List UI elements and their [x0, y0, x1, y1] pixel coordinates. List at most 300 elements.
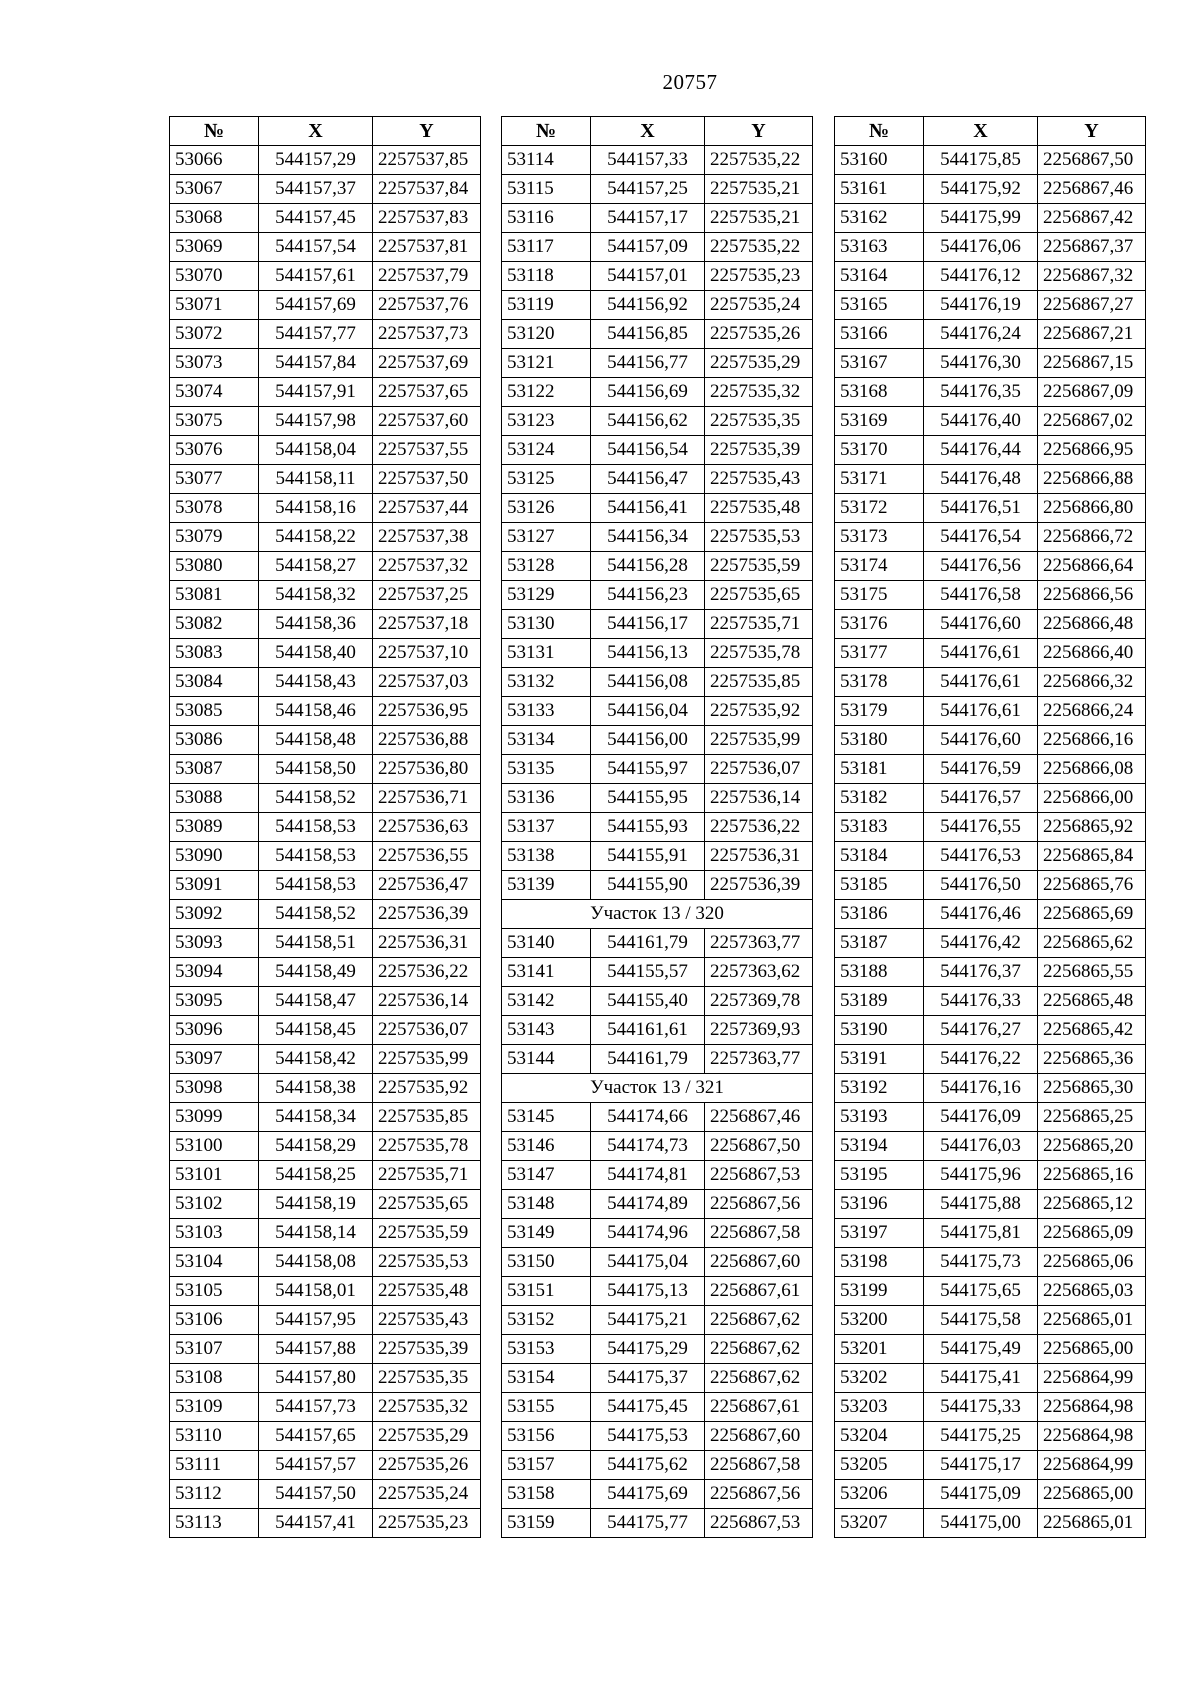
y-coordinate-cell: 2257536,14: [705, 784, 813, 813]
x-coordinate-cell: 544176,22: [924, 1045, 1038, 1074]
x-coordinate-cell: 544157,61: [259, 262, 373, 291]
header-y: Y: [1038, 117, 1146, 146]
y-coordinate-cell: 2257536,39: [373, 900, 481, 929]
table-row: [835, 900, 1146, 929]
y-coordinate-cell: 2257535,53: [373, 1248, 481, 1277]
y-coordinate-cell: 2257535,22: [705, 233, 813, 262]
x-coordinate-cell: 544157,41: [259, 1509, 373, 1538]
table-row: [170, 349, 481, 378]
point-number-cell: 53161: [835, 175, 924, 204]
y-coordinate-cell: 2257535,53: [705, 523, 813, 552]
y-coordinate-cell: 2256865,01: [1038, 1306, 1146, 1335]
section-title: Участок 13 / 320: [502, 900, 813, 929]
table-row: [502, 1509, 813, 1538]
x-coordinate-cell: 544157,33: [591, 146, 705, 175]
point-number-cell: 53195: [835, 1161, 924, 1190]
point-number-cell: 53108: [170, 1364, 259, 1393]
x-coordinate-cell: 544155,97: [591, 755, 705, 784]
point-number-cell: 53130: [502, 610, 591, 639]
table-row: [502, 146, 813, 175]
table-row: [835, 1016, 1146, 1045]
table-row: [502, 987, 813, 1016]
x-coordinate-cell: 544176,37: [924, 958, 1038, 987]
y-coordinate-cell: 2257536,63: [373, 813, 481, 842]
x-coordinate-cell: 544157,69: [259, 291, 373, 320]
table-row: [835, 1190, 1146, 1219]
table-row: [835, 755, 1146, 784]
x-coordinate-cell: 544175,58: [924, 1306, 1038, 1335]
x-coordinate-cell: 544157,84: [259, 349, 373, 378]
y-coordinate-cell: 2257537,65: [373, 378, 481, 407]
x-coordinate-cell: 544157,95: [259, 1306, 373, 1335]
point-number-cell: 53187: [835, 929, 924, 958]
point-number-cell: 53070: [170, 262, 259, 291]
x-coordinate-cell: 544175,41: [924, 1364, 1038, 1393]
table-row: [170, 1364, 481, 1393]
table-row: [502, 958, 813, 987]
table-row: [835, 233, 1146, 262]
point-number-cell: 53124: [502, 436, 591, 465]
y-coordinate-cell: 2257535,92: [705, 697, 813, 726]
x-coordinate-cell: 544156,34: [591, 523, 705, 552]
point-number-cell: 53206: [835, 1480, 924, 1509]
y-coordinate-cell: 2257537,32: [373, 552, 481, 581]
table-row: [170, 1335, 481, 1364]
y-coordinate-cell: 2257535,35: [373, 1364, 481, 1393]
x-coordinate-cell: 544175,81: [924, 1219, 1038, 1248]
x-coordinate-cell: 544174,73: [591, 1132, 705, 1161]
x-coordinate-cell: 544176,46: [924, 900, 1038, 929]
table-row: [502, 1132, 813, 1161]
point-number-cell: 53141: [502, 958, 591, 987]
x-coordinate-cell: 544158,53: [259, 871, 373, 900]
y-coordinate-cell: 2257535,26: [373, 1451, 481, 1480]
table-row: [170, 378, 481, 407]
y-coordinate-cell: 2257537,76: [373, 291, 481, 320]
point-number-cell: 53192: [835, 1074, 924, 1103]
point-number-cell: 53145: [502, 1103, 591, 1132]
y-coordinate-cell: 2257535,65: [705, 581, 813, 610]
point-number-cell: 53111: [170, 1451, 259, 1480]
table-row: [835, 320, 1146, 349]
x-coordinate-cell: 544158,51: [259, 929, 373, 958]
table-row: [835, 668, 1146, 697]
y-coordinate-cell: 2257537,85: [373, 146, 481, 175]
table-row: [170, 1045, 481, 1074]
table-row: [170, 610, 481, 639]
y-coordinate-cell: 2256865,48: [1038, 987, 1146, 1016]
point-number-cell: 53205: [835, 1451, 924, 1480]
y-coordinate-cell: 2257535,23: [705, 262, 813, 291]
y-coordinate-cell: 2257537,83: [373, 204, 481, 233]
y-coordinate-cell: 2256865,12: [1038, 1190, 1146, 1219]
x-coordinate-cell: 544157,98: [259, 407, 373, 436]
table-row: [502, 1045, 813, 1074]
section-row: [502, 1074, 813, 1103]
y-coordinate-cell: 2257535,24: [373, 1480, 481, 1509]
table-row: [835, 349, 1146, 378]
x-coordinate-cell: 544176,24: [924, 320, 1038, 349]
point-number-cell: 53198: [835, 1248, 924, 1277]
table-row: [170, 1277, 481, 1306]
table-row: [502, 1161, 813, 1190]
point-number-cell: 53136: [502, 784, 591, 813]
x-coordinate-cell: 544176,61: [924, 697, 1038, 726]
y-coordinate-cell: 2257536,55: [373, 842, 481, 871]
y-coordinate-cell: 2257535,92: [373, 1074, 481, 1103]
x-coordinate-cell: 544176,53: [924, 842, 1038, 871]
table-row: [502, 1393, 813, 1422]
table-row: [170, 407, 481, 436]
y-coordinate-cell: 2257535,99: [373, 1045, 481, 1074]
y-coordinate-cell: 2256867,62: [705, 1364, 813, 1393]
point-number-cell: 53086: [170, 726, 259, 755]
x-coordinate-cell: 544158,29: [259, 1132, 373, 1161]
table-row: [170, 465, 481, 494]
x-coordinate-cell: 544176,03: [924, 1132, 1038, 1161]
point-number-cell: 53112: [170, 1480, 259, 1509]
table-row: [835, 697, 1146, 726]
point-number-cell: 53129: [502, 581, 591, 610]
x-coordinate-cell: 544176,51: [924, 494, 1038, 523]
table-row: [170, 1306, 481, 1335]
point-number-cell: 53084: [170, 668, 259, 697]
table-row: [170, 1016, 481, 1045]
point-number-cell: 53171: [835, 465, 924, 494]
x-coordinate-cell: 544174,96: [591, 1219, 705, 1248]
x-coordinate-cell: 544155,57: [591, 958, 705, 987]
point-number-cell: 53200: [835, 1306, 924, 1335]
x-coordinate-cell: 544158,46: [259, 697, 373, 726]
y-coordinate-cell: 2257537,10: [373, 639, 481, 668]
y-coordinate-cell: 2257537,03: [373, 668, 481, 697]
y-coordinate-cell: 2257537,79: [373, 262, 481, 291]
table-row: [835, 1364, 1146, 1393]
point-number-cell: 53134: [502, 726, 591, 755]
y-coordinate-cell: 2256865,42: [1038, 1016, 1146, 1045]
point-number-cell: 53090: [170, 842, 259, 871]
y-coordinate-cell: 2257535,35: [705, 407, 813, 436]
table-row: [170, 523, 481, 552]
x-coordinate-cell: 544158,25: [259, 1161, 373, 1190]
y-coordinate-cell: 2257537,18: [373, 610, 481, 639]
y-coordinate-cell: 2256866,64: [1038, 552, 1146, 581]
x-coordinate-cell: 544156,47: [591, 465, 705, 494]
y-coordinate-cell: 2256865,00: [1038, 1335, 1146, 1364]
x-coordinate-cell: 544157,25: [591, 175, 705, 204]
x-coordinate-cell: 544176,42: [924, 929, 1038, 958]
table-row: [170, 842, 481, 871]
y-coordinate-cell: 2257536,07: [705, 755, 813, 784]
y-coordinate-cell: 2257535,48: [705, 494, 813, 523]
point-number-cell: 53104: [170, 1248, 259, 1277]
point-number-cell: 53193: [835, 1103, 924, 1132]
x-coordinate-cell: 544157,54: [259, 233, 373, 262]
y-coordinate-cell: 2256866,40: [1038, 639, 1146, 668]
page-number: 20757: [662, 70, 718, 94]
point-number-cell: 53122: [502, 378, 591, 407]
table-row: [502, 668, 813, 697]
y-coordinate-cell: 2257535,71: [705, 610, 813, 639]
point-number-cell: 53202: [835, 1364, 924, 1393]
point-number-cell: 53092: [170, 900, 259, 929]
point-number-cell: 53115: [502, 175, 591, 204]
table-row: [835, 1306, 1146, 1335]
point-number-cell: 53168: [835, 378, 924, 407]
x-coordinate-cell: 544158,14: [259, 1219, 373, 1248]
x-coordinate-cell: 544157,57: [259, 1451, 373, 1480]
y-coordinate-cell: 2257363,77: [705, 929, 813, 958]
table-row: [502, 1480, 813, 1509]
header-y: Y: [373, 117, 481, 146]
x-coordinate-cell: 544157,37: [259, 175, 373, 204]
y-coordinate-cell: 2257535,21: [705, 204, 813, 233]
point-number-cell: 53069: [170, 233, 259, 262]
x-coordinate-cell: 544156,77: [591, 349, 705, 378]
table-row: [502, 1219, 813, 1248]
table-row: [835, 1045, 1146, 1074]
y-coordinate-cell: 2257537,84: [373, 175, 481, 204]
x-coordinate-cell: 544156,62: [591, 407, 705, 436]
point-number-cell: 53110: [170, 1422, 259, 1451]
y-coordinate-cell: 2256867,27: [1038, 291, 1146, 320]
x-coordinate-cell: 544176,61: [924, 639, 1038, 668]
point-number-cell: 53103: [170, 1219, 259, 1248]
table-row: [170, 233, 481, 262]
table-row: [835, 813, 1146, 842]
y-coordinate-cell: 2257535,99: [705, 726, 813, 755]
y-coordinate-cell: 2256865,25: [1038, 1103, 1146, 1132]
table-row: [835, 726, 1146, 755]
table-row: [835, 1509, 1146, 1538]
y-coordinate-cell: 2256865,06: [1038, 1248, 1146, 1277]
point-number-cell: 53139: [502, 871, 591, 900]
table-row: [835, 1451, 1146, 1480]
table-row: [170, 552, 481, 581]
table-row: [502, 1422, 813, 1451]
y-coordinate-cell: 2256867,58: [705, 1219, 813, 1248]
x-coordinate-cell: 544157,45: [259, 204, 373, 233]
x-coordinate-cell: 544156,04: [591, 697, 705, 726]
table-row: [835, 958, 1146, 987]
point-number-cell: 53160: [835, 146, 924, 175]
y-coordinate-cell: 2256866,08: [1038, 755, 1146, 784]
x-coordinate-cell: 544156,13: [591, 639, 705, 668]
x-coordinate-cell: 544158,49: [259, 958, 373, 987]
point-number-cell: 53140: [502, 929, 591, 958]
point-number-cell: 53117: [502, 233, 591, 262]
y-coordinate-cell: 2257363,77: [705, 1045, 813, 1074]
point-number-cell: 53132: [502, 668, 591, 697]
point-number-cell: 53190: [835, 1016, 924, 1045]
y-coordinate-cell: 2256865,76: [1038, 871, 1146, 900]
table-header-row: [502, 117, 813, 146]
x-coordinate-cell: 544175,13: [591, 1277, 705, 1306]
y-coordinate-cell: 2257369,93: [705, 1016, 813, 1045]
table-row: [170, 871, 481, 900]
table-row: [835, 465, 1146, 494]
point-number-cell: 53165: [835, 291, 924, 320]
point-number-cell: 53159: [502, 1509, 591, 1538]
point-number-cell: 53087: [170, 755, 259, 784]
x-coordinate-cell: 544157,29: [259, 146, 373, 175]
point-number-cell: 53186: [835, 900, 924, 929]
point-number-cell: 53196: [835, 1190, 924, 1219]
point-number-cell: 53095: [170, 987, 259, 1016]
table-row: [835, 262, 1146, 291]
y-coordinate-cell: 2257535,71: [373, 1161, 481, 1190]
y-coordinate-cell: 2257537,60: [373, 407, 481, 436]
table-row: [502, 871, 813, 900]
point-number-cell: 53091: [170, 871, 259, 900]
table-row: [170, 668, 481, 697]
header-x: X: [259, 117, 373, 146]
table-row: [502, 378, 813, 407]
y-coordinate-cell: 2256866,16: [1038, 726, 1146, 755]
y-coordinate-cell: 2257537,55: [373, 436, 481, 465]
x-coordinate-cell: 544175,29: [591, 1335, 705, 1364]
table-row: [835, 291, 1146, 320]
x-coordinate-cell: 544176,60: [924, 726, 1038, 755]
coordinates-table-2: [501, 116, 813, 1538]
point-number-cell: 53181: [835, 755, 924, 784]
point-number-cell: 53081: [170, 581, 259, 610]
table-row: [502, 1103, 813, 1132]
x-coordinate-cell: 544155,95: [591, 784, 705, 813]
table-row: [170, 697, 481, 726]
table-row: [835, 552, 1146, 581]
x-coordinate-cell: 544158,43: [259, 668, 373, 697]
y-coordinate-cell: 2257536,31: [705, 842, 813, 871]
x-coordinate-cell: 544155,93: [591, 813, 705, 842]
y-coordinate-cell: 2256867,32: [1038, 262, 1146, 291]
point-number-cell: 53143: [502, 1016, 591, 1045]
y-coordinate-cell: 2256864,99: [1038, 1451, 1146, 1480]
point-number-cell: 53116: [502, 204, 591, 233]
y-coordinate-cell: 2256865,00: [1038, 1480, 1146, 1509]
table-row: [502, 639, 813, 668]
table-row: [502, 813, 813, 842]
point-number-cell: 53099: [170, 1103, 259, 1132]
point-number-cell: 53093: [170, 929, 259, 958]
y-coordinate-cell: 2257536,22: [373, 958, 481, 987]
y-coordinate-cell: 2256867,53: [705, 1509, 813, 1538]
x-coordinate-cell: 544156,41: [591, 494, 705, 523]
x-coordinate-cell: 544176,57: [924, 784, 1038, 813]
point-number-cell: 53067: [170, 175, 259, 204]
x-coordinate-cell: 544174,89: [591, 1190, 705, 1219]
x-coordinate-cell: 544176,50: [924, 871, 1038, 900]
x-coordinate-cell: 544175,99: [924, 204, 1038, 233]
point-number-cell: 53126: [502, 494, 591, 523]
y-coordinate-cell: 2257537,44: [373, 494, 481, 523]
table-row: [835, 639, 1146, 668]
table-row: [502, 610, 813, 639]
point-number-cell: 53128: [502, 552, 591, 581]
y-coordinate-cell: 2257535,32: [373, 1393, 481, 1422]
x-coordinate-cell: 544155,40: [591, 987, 705, 1016]
x-coordinate-cell: 544156,00: [591, 726, 705, 755]
x-coordinate-cell: 544176,40: [924, 407, 1038, 436]
point-number-cell: 53164: [835, 262, 924, 291]
point-number-cell: 53148: [502, 1190, 591, 1219]
table-row: [835, 175, 1146, 204]
point-number-cell: 53123: [502, 407, 591, 436]
point-number-cell: 53075: [170, 407, 259, 436]
table-row: [502, 726, 813, 755]
point-number-cell: 53079: [170, 523, 259, 552]
table-row: [835, 1335, 1146, 1364]
table-row: [835, 523, 1146, 552]
x-coordinate-cell: 544158,38: [259, 1074, 373, 1103]
table-row: [835, 1103, 1146, 1132]
point-number-cell: 53105: [170, 1277, 259, 1306]
point-number-cell: 53094: [170, 958, 259, 987]
table-row: [835, 929, 1146, 958]
x-coordinate-cell: 544176,16: [924, 1074, 1038, 1103]
point-number-cell: 53083: [170, 639, 259, 668]
y-coordinate-cell: 2256865,03: [1038, 1277, 1146, 1306]
coordinates-table-3: [834, 116, 1146, 1538]
y-coordinate-cell: 2256867,56: [705, 1190, 813, 1219]
table-row: [835, 436, 1146, 465]
x-coordinate-cell: 544157,73: [259, 1393, 373, 1422]
x-coordinate-cell: 544156,85: [591, 320, 705, 349]
point-number-cell: 53197: [835, 1219, 924, 1248]
x-coordinate-cell: 544175,65: [924, 1277, 1038, 1306]
point-number-cell: 53146: [502, 1132, 591, 1161]
table-row: [502, 755, 813, 784]
x-coordinate-cell: 544175,85: [924, 146, 1038, 175]
y-coordinate-cell: 2257536,71: [373, 784, 481, 813]
y-coordinate-cell: 2257535,48: [373, 1277, 481, 1306]
y-coordinate-cell: 2257535,65: [373, 1190, 481, 1219]
y-coordinate-cell: 2257537,50: [373, 465, 481, 494]
y-coordinate-cell: 2257535,39: [705, 436, 813, 465]
y-coordinate-cell: 2256866,00: [1038, 784, 1146, 813]
table-row: [170, 1132, 481, 1161]
point-number-cell: 53177: [835, 639, 924, 668]
point-number-cell: 53073: [170, 349, 259, 378]
point-number-cell: 53149: [502, 1219, 591, 1248]
point-number-cell: 53138: [502, 842, 591, 871]
y-coordinate-cell: 2256867,50: [1038, 146, 1146, 175]
table-row: [170, 958, 481, 987]
table-row: [835, 407, 1146, 436]
table-row: [502, 1016, 813, 1045]
y-coordinate-cell: 2256864,99: [1038, 1364, 1146, 1393]
point-number-cell: 53204: [835, 1422, 924, 1451]
x-coordinate-cell: 544176,06: [924, 233, 1038, 262]
x-coordinate-cell: 544175,62: [591, 1451, 705, 1480]
table-row: [835, 987, 1146, 1016]
x-coordinate-cell: 544158,40: [259, 639, 373, 668]
point-number-cell: 53137: [502, 813, 591, 842]
y-coordinate-cell: 2256864,98: [1038, 1422, 1146, 1451]
y-coordinate-cell: 2257537,38: [373, 523, 481, 552]
point-number-cell: 53088: [170, 784, 259, 813]
point-number-cell: 53077: [170, 465, 259, 494]
table-row: [170, 494, 481, 523]
x-coordinate-cell: 544158,19: [259, 1190, 373, 1219]
y-coordinate-cell: 2256865,84: [1038, 842, 1146, 871]
point-number-cell: 53199: [835, 1277, 924, 1306]
point-number-cell: 53167: [835, 349, 924, 378]
x-coordinate-cell: 544157,50: [259, 1480, 373, 1509]
table-row: [170, 813, 481, 842]
point-number-cell: 53102: [170, 1190, 259, 1219]
table-row: [170, 726, 481, 755]
